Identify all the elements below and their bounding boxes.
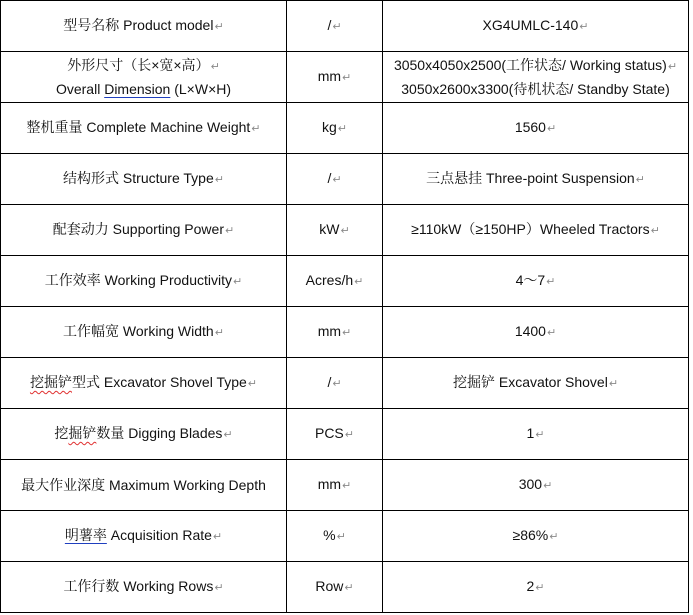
table-row [1, 205, 689, 256]
return-mark: ↵ [210, 61, 220, 73]
unit-cell [287, 562, 383, 613]
return-mark: ↵ [608, 378, 619, 390]
unit-label: mm [317, 323, 342, 339]
param-label-en-suffix: (L×W×H) [170, 81, 232, 97]
unit-cell [287, 205, 383, 256]
param-label-rest: Acquisition Rate [106, 527, 212, 543]
param-label-en-prefix: Overall [55, 81, 105, 97]
unit-cell [287, 511, 383, 562]
value-cell [383, 409, 689, 460]
param-cell [1, 460, 287, 511]
param-label-en-underlined: Dimension [104, 81, 171, 97]
value-cell [383, 562, 689, 613]
param-cell [1, 256, 287, 307]
unit-label: PCS [314, 425, 344, 441]
value-cell [383, 205, 689, 256]
param-label-zh: 外形尺寸（长×宽×高） [67, 57, 210, 73]
return-mark: ↵ [332, 174, 342, 186]
value-label: 2 [526, 578, 535, 594]
unit-label: % [323, 527, 336, 543]
table-row [1, 307, 689, 358]
return-mark: ↵ [342, 327, 352, 339]
value-label: 300 [518, 476, 543, 492]
value-label: ≥110kW（≥150HP）Wheeled Tractors [411, 221, 650, 237]
param-label: 配套动力 Supporting Power [52, 221, 224, 237]
return-mark: ↵ [212, 531, 223, 543]
return-mark: ↵ [342, 72, 352, 84]
value-label: XG4UMLC-140 [482, 17, 579, 33]
return-mark: ↵ [332, 378, 342, 390]
value-cell [383, 154, 689, 205]
param-label: 型号名称 Product model [63, 17, 214, 33]
param-cell [1, 103, 287, 154]
param-label-flagged: 挖掘铲 [29, 374, 72, 390]
param-label: 工作幅宽 Working Width [63, 323, 214, 339]
value-line-2: 3050x2600x3300(待机状态/ Standby State) [401, 81, 670, 97]
value-cell [383, 52, 689, 103]
return-mark: ↵ [224, 225, 235, 237]
unit-cell [287, 358, 383, 409]
return-mark: ↵ [535, 429, 545, 441]
table-row [1, 409, 689, 460]
param-label-flagged: 掘铲 [68, 425, 97, 441]
param-label: 结构形式 Structure Type [63, 170, 214, 186]
unit-label: kW [319, 221, 340, 237]
unit-label: / [327, 374, 332, 390]
return-mark: ↵ [546, 327, 557, 339]
unit-cell [287, 52, 383, 103]
unit-label: mm [317, 68, 342, 84]
unit-label: / [327, 17, 332, 33]
value-label: 三点悬挂 Three-point Suspension [426, 170, 635, 186]
value-label: 1560 [514, 119, 546, 135]
value-label: 4～7 [515, 272, 546, 288]
return-mark: ↵ [214, 582, 224, 594]
unit-cell [287, 307, 383, 358]
return-mark: ↵ [223, 429, 233, 441]
param-label: 最大作业深度 Maximum Working Depth [21, 477, 266, 493]
value-cell [383, 511, 689, 562]
param-label-rest: 数量 Digging Blades [96, 425, 223, 441]
unit-label: kg [321, 119, 337, 135]
table-row [1, 154, 689, 205]
param-label: 工作效率 Working Productivity [44, 272, 232, 288]
unit-label: Acres/h [305, 272, 354, 288]
table-row [1, 511, 689, 562]
return-mark: ↵ [635, 174, 645, 186]
unit-label: Row [315, 578, 344, 594]
return-mark: ↵ [214, 21, 224, 33]
unit-cell [287, 256, 383, 307]
unit-cell [287, 1, 383, 52]
value-label: 1 [526, 425, 535, 441]
return-mark: ↵ [667, 61, 678, 73]
return-mark: ↵ [543, 480, 553, 492]
return-mark: ↵ [344, 582, 354, 594]
table-row [1, 1, 689, 52]
table-row [1, 256, 689, 307]
param-label: 整机重量 Complete Machine Weight [26, 119, 251, 135]
value-cell [383, 358, 689, 409]
value-cell [383, 460, 689, 511]
return-mark: ↵ [340, 225, 350, 237]
param-cell [1, 409, 287, 460]
return-mark: ↵ [337, 123, 347, 135]
param-label: 工作行数 Working Rows [63, 578, 214, 594]
param-cell [1, 205, 287, 256]
value-cell [383, 103, 689, 154]
return-mark: ↵ [332, 21, 342, 33]
value-label: 挖掘铲 Excavator Shovel [452, 374, 608, 390]
param-cell [1, 307, 287, 358]
value-cell [383, 1, 689, 52]
return-mark: ↵ [546, 123, 557, 135]
param-cell [1, 511, 287, 562]
param-cell [1, 358, 287, 409]
return-mark: ↵ [579, 21, 589, 33]
param-cell [1, 1, 287, 52]
return-mark: ↵ [214, 174, 224, 186]
return-mark: ↵ [344, 429, 354, 441]
return-mark: ↵ [336, 531, 346, 543]
param-label-pre: 挖 [54, 425, 69, 441]
return-mark: ↵ [233, 276, 243, 288]
return-mark: ↵ [354, 276, 364, 288]
param-label-flagged: 明薯率 [64, 527, 107, 543]
table-row [1, 52, 689, 103]
value-label: 1400 [514, 323, 546, 339]
return-mark: ↵ [546, 276, 556, 288]
table-row [1, 460, 689, 511]
param-cell [1, 154, 287, 205]
unit-label: mm [317, 476, 342, 492]
value-cell [383, 256, 689, 307]
unit-cell [287, 409, 383, 460]
return-mark: ↵ [251, 123, 261, 135]
table-row [1, 562, 689, 613]
table-row [1, 103, 689, 154]
return-mark: ↵ [549, 531, 559, 543]
param-cell [1, 562, 287, 613]
unit-cell [287, 460, 383, 511]
unit-cell [287, 154, 383, 205]
param-label-rest: 型式 Excavator Shovel Type [71, 374, 247, 390]
value-label: ≥86% [512, 527, 549, 543]
return-mark: ↵ [650, 225, 660, 237]
value-line-1: 3050x4050x2500(工作状态/ Working status) [393, 57, 667, 73]
unit-cell [287, 103, 383, 154]
return-mark: ↵ [535, 582, 545, 594]
value-cell [383, 307, 689, 358]
return-mark: ↵ [342, 480, 352, 492]
table-row [1, 358, 689, 409]
return-mark: ↵ [247, 378, 258, 390]
param-cell [1, 52, 287, 103]
return-mark: ↵ [214, 327, 224, 339]
unit-label: / [327, 170, 332, 186]
